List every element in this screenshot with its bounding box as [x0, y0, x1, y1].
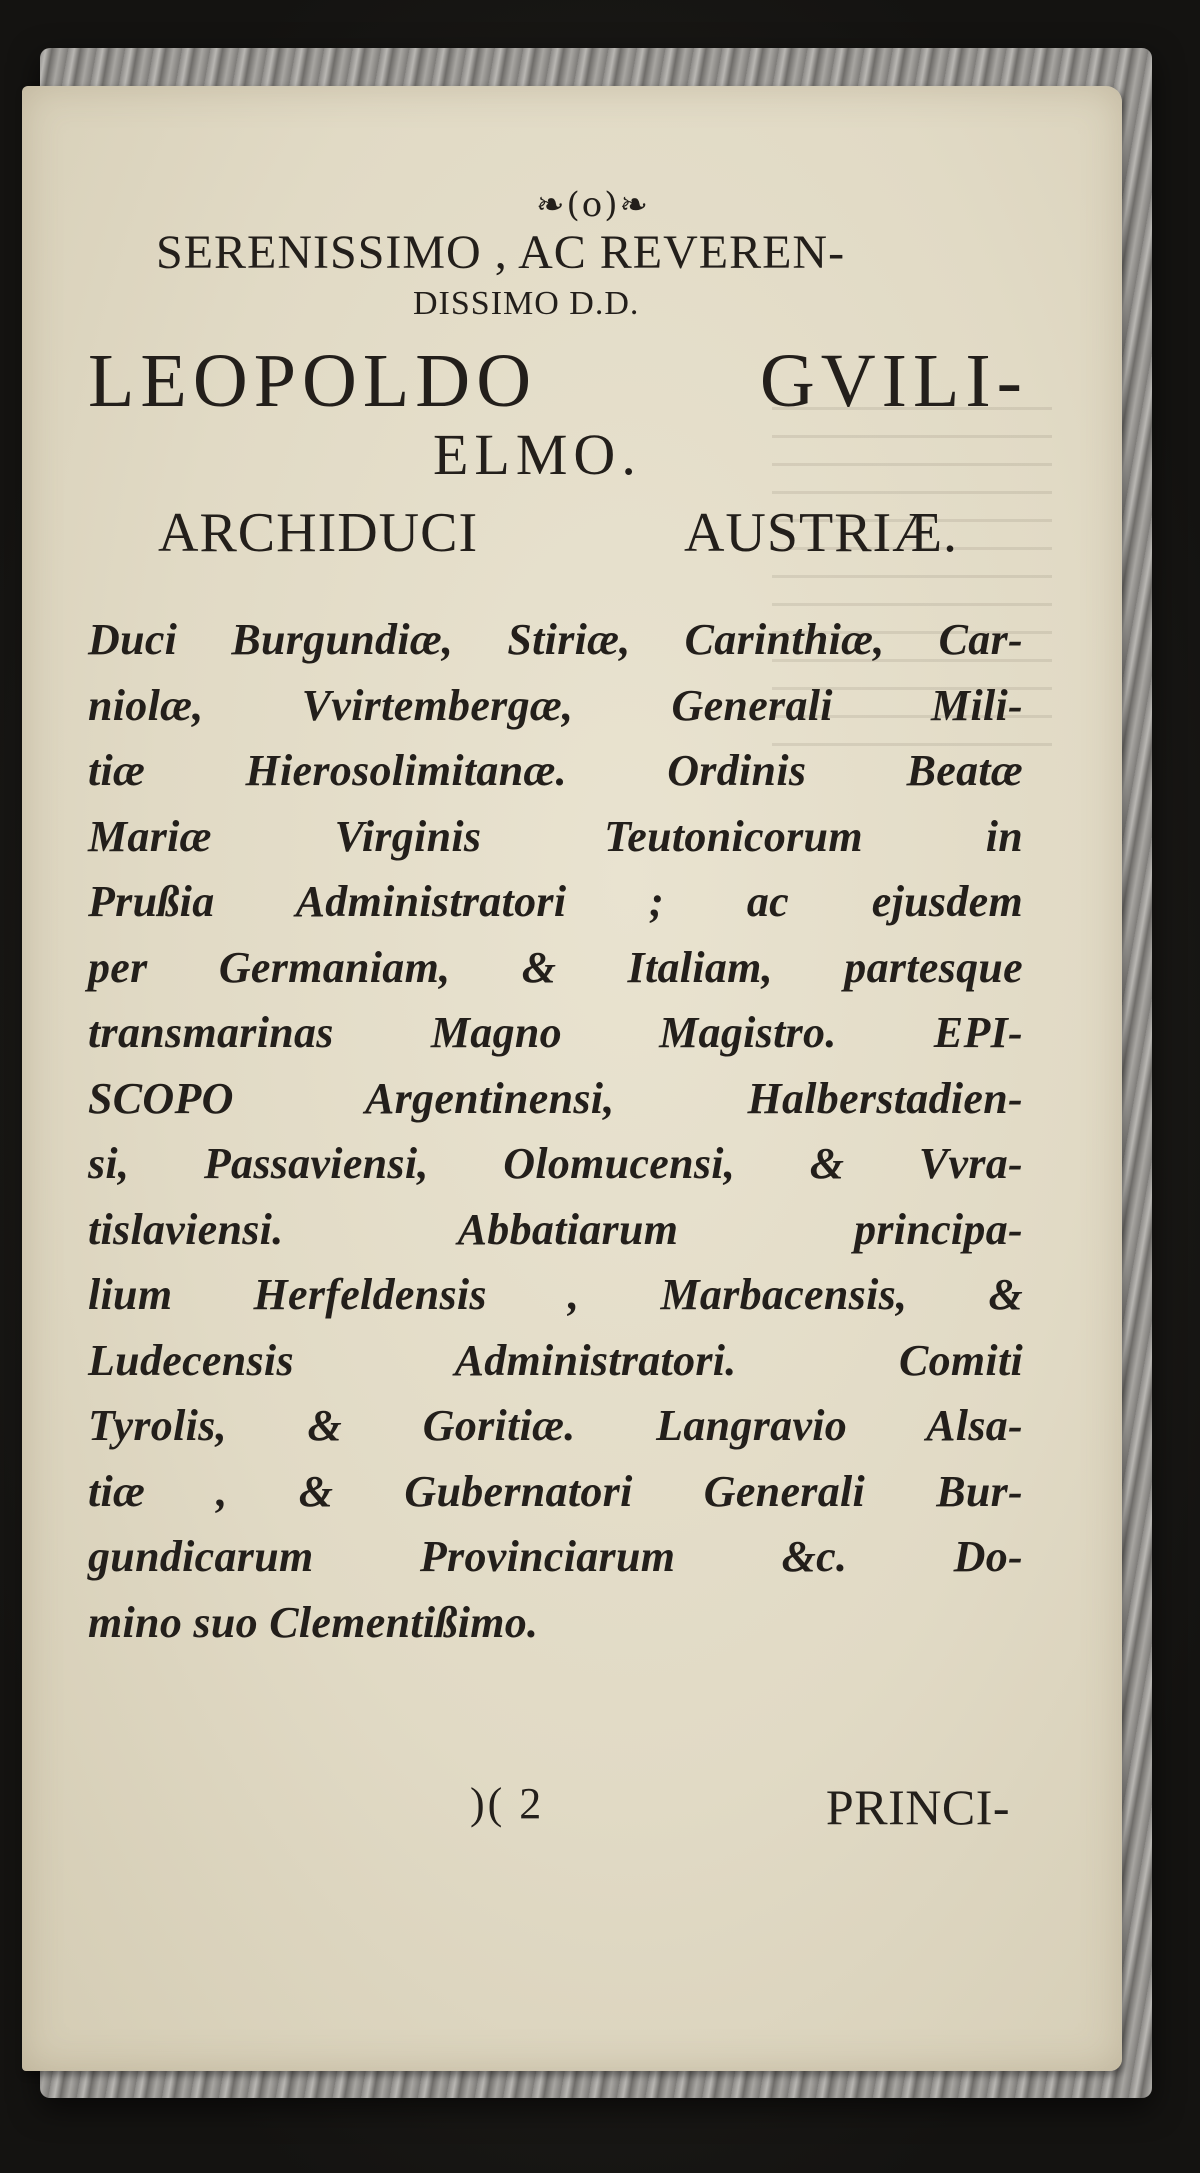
body-line: Tyrolis, & Goritiæ. Langravio Alsa-: [88, 1401, 1023, 1450]
header-ornament: ❧(o)❧: [536, 185, 650, 225]
dedicatee-title-left: ARCHIDUCI: [158, 502, 479, 564]
catchword: PRINCI-: [825, 1779, 1010, 1835]
dedicatee-name-right: GVILI-: [759, 339, 1028, 423]
dedication-line-2: DISSIMO D.D.: [413, 285, 640, 322]
body-line: lium Herfeldensis , Marbacensis, &: [88, 1270, 1023, 1319]
body-line: mino suo Clementißimo.: [88, 1597, 539, 1647]
body-line: SCOPO Argentinensi, Halberstadien-: [88, 1073, 1023, 1123]
body-line: Duci Burgundiæ, Stiriæ, Carinthiæ, Car-: [88, 615, 1023, 664]
dedicatee-name-line: [88, 339, 1028, 423]
body-line: niolæ, Vvirtembergæ, Generali Mili-: [88, 680, 1023, 730]
body-line: Mariæ Virginis Teutonicorum in: [88, 811, 1023, 861]
signature-mark: )( 2: [470, 1779, 545, 1828]
dedicatee-name-line-2: ELMO.: [433, 422, 642, 487]
body-line: si, Passaviensi, Olomucensi, & Vvra-: [88, 1139, 1023, 1188]
body-line: transmarinas Magno Magistro. EPI-: [88, 1008, 1023, 1057]
body-line: gundicarum Provinciarum &c. Do-: [88, 1532, 1023, 1581]
dedication-body: [88, 607, 1023, 1655]
body-line: tiæ , & Gubernatori Generali Bur-: [88, 1466, 1023, 1516]
dedication-line-1: SERENISSIMO , AC REVEREN-: [156, 226, 846, 279]
dedicatee-title-line: [158, 493, 958, 573]
dedicatee-title-right: AUSTRIÆ.: [683, 502, 958, 564]
body-line: Prußia Administratori ; ac ejusdem: [88, 877, 1023, 926]
body-line: tiæ Hierosolimitanæ. Ordinis Beatæ: [88, 746, 1023, 795]
page-footer: [470, 1778, 1010, 1836]
page-text: [88, 185, 1028, 1655]
body-line: Ludecensis Administratori. Comiti: [88, 1335, 1023, 1385]
body-line: tislaviensi. Abbatiarum principa-: [88, 1204, 1023, 1254]
body-line: per Germaniam, & Italiam, partesque: [88, 942, 1023, 992]
dedicatee-name-left: LEOPOLDO: [88, 339, 538, 423]
